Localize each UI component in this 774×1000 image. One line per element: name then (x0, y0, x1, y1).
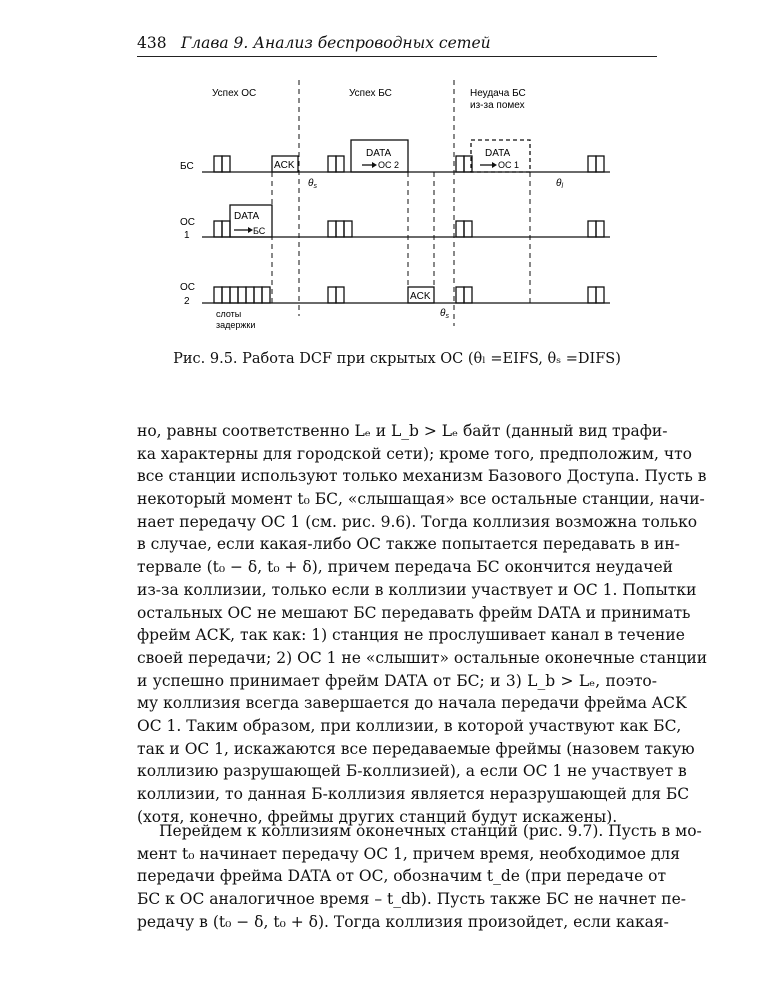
backoff-slot (246, 287, 254, 303)
backoff-slot (222, 287, 230, 303)
section-label-bs-failure-reason: из-за помех (470, 100, 525, 111)
backoff-slot (214, 156, 222, 172)
text-line: некоторый момент t₀ БС, «слышащая» все остальные станции, начи- (137, 490, 705, 509)
backoff-slot (596, 287, 604, 303)
running-title: Глава 9. Анализ беспроводных сетей (181, 34, 491, 52)
text-line: ка характерны для городской сети); кроме того, предположим, что (137, 444, 692, 463)
text-line: но, равны соответственно Lₑ и L_b > Lₑ байт (данный вид трафи- (137, 422, 668, 440)
os1-data-label: DATA (234, 211, 260, 222)
text-line: му коллизия всегда завершается до начала передачи фрейма ACK (137, 694, 687, 713)
figure-caption: Рис. 9.5. Работа DCF при скрытых ОС (θₗ =EIFS, θₛ =DIFS) (173, 351, 621, 367)
row-label-os1: ОС (180, 217, 195, 228)
page-number: 438 (137, 34, 167, 52)
arrow-head (492, 162, 497, 168)
row-label-bs: БС (180, 161, 194, 172)
backoff-slot (230, 287, 238, 303)
text-line: своей передачи; 2) ОС 1 не «слышит» остальные оконечные станции (137, 648, 708, 667)
backoff-slot (336, 156, 344, 172)
text-line: и успешно принимает фрейм DATA от БС; и 3) L_b > Lₑ, поэто- (137, 671, 657, 690)
paragraph-2 (137, 820, 702, 933)
text-line: передачи фрейма DATA от ОС, обозначим t_de (при передаче от (137, 867, 667, 886)
backoff-slot (588, 221, 596, 237)
bs-data-label: DATA (366, 148, 392, 159)
row-label-os2: ОС (180, 282, 195, 293)
slots-label-1: слоты (216, 309, 242, 319)
arrow-head (372, 162, 377, 168)
os1-data-dest: БС (253, 226, 266, 236)
text-line: ОС 1. Таким образом, при коллизии, в которой участвуют как БС, (137, 716, 682, 735)
text-line: все станции используют только механизм Базового Доступа. Пусть в (137, 467, 707, 486)
theta-l-bs: $\theta_l$ (556, 178, 563, 190)
backoff-slot (456, 156, 464, 172)
backoff-slot (464, 221, 472, 237)
dcf-timing-diagram (150, 76, 620, 341)
text-line: мент t₀ начинает передачу ОС 1, причем время, необходимое для (137, 844, 680, 863)
text-line: редачу в (t₀ − δ, t₀ + δ). Тогда коллизия произойдет, если какая- (137, 912, 669, 931)
text-line: Перейдем к коллизиям оконечных станций (рис. 9.7). Пусть в мо- (159, 822, 702, 840)
backoff-slot (254, 287, 262, 303)
backoff-slot (328, 156, 336, 172)
text-line: БС к ОС аналогичное время – t_db). Пусть также БС не начнет пе- (137, 890, 687, 909)
backoff-slot (596, 156, 604, 172)
bs-data-dest: ОС 2 (378, 160, 400, 170)
backoff-slot (222, 156, 230, 172)
section-label-bs-failure: Неудача БС (470, 88, 526, 99)
row-label-os2-num: 2 (184, 296, 190, 307)
running-header (137, 32, 657, 57)
backoff-slot (596, 221, 604, 237)
backoff-slot (328, 221, 336, 237)
bs-failed-data-label: DATA (485, 148, 511, 159)
theta-s-os2: $\theta_s$ (440, 308, 449, 320)
backoff-slot (328, 287, 336, 303)
slots-label-2: задержки (216, 320, 256, 330)
text-line: тервале (t₀ − δ, t₀ + δ), причем передача БС окончится неудачей (137, 558, 673, 577)
backoff-slot (336, 287, 344, 303)
section-label-bs-success: Успех БС (349, 88, 392, 99)
paragraph-1 (137, 420, 708, 828)
text-line: из-за коллизии, только если в коллизии участвует и ОС 1. Попытки (137, 580, 697, 599)
bs-failed-data-dest: ОС 1 (498, 160, 520, 170)
backoff-slot (464, 287, 472, 303)
backoff-slot (588, 156, 596, 172)
text-line: (хотя, конечно, фреймы других станций будут искажены). (137, 807, 618, 826)
bs-ack-label: ACK (274, 160, 295, 171)
backoff-slot (222, 221, 230, 237)
backoff-slot (336, 221, 344, 237)
backoff-slot (214, 221, 222, 237)
text-line: остальных ОС не мешают БС передавать фрейм DATA и принимать (137, 603, 691, 622)
text-line: коллизию разрушающей Б-коллизией), а если ОС 1 не участвует в (137, 762, 687, 781)
text-line: нает передачу ОС 1 (см. рис. 9.6). Тогда коллизия возможна только (137, 512, 698, 531)
backoff-slot (238, 287, 246, 303)
backoff-slot (588, 287, 596, 303)
backoff-slot (456, 287, 464, 303)
section-label-os-success: Успех ОС (212, 88, 257, 99)
backoff-slot (344, 221, 352, 237)
text-line: так и ОС 1, искажаются все передаваемые фреймы (назовем такую (137, 739, 695, 758)
backoff-slot (456, 221, 464, 237)
backoff-slot (262, 287, 270, 303)
os2-ack-label: ACK (410, 291, 431, 302)
text-line: в случае, если какая-либо ОС также попытается передавать в ин- (137, 535, 680, 554)
backoff-slot (214, 287, 222, 303)
text-line: коллизии, то данная Б-коллизия является неразрушающей для БС (137, 785, 690, 803)
text-line: фрейм ACK, так как: 1) станция не прослушивает канал в течение (137, 626, 685, 645)
row-label-os1-num: 1 (184, 230, 190, 241)
theta-s-bs: $\theta_s$ (308, 178, 317, 190)
